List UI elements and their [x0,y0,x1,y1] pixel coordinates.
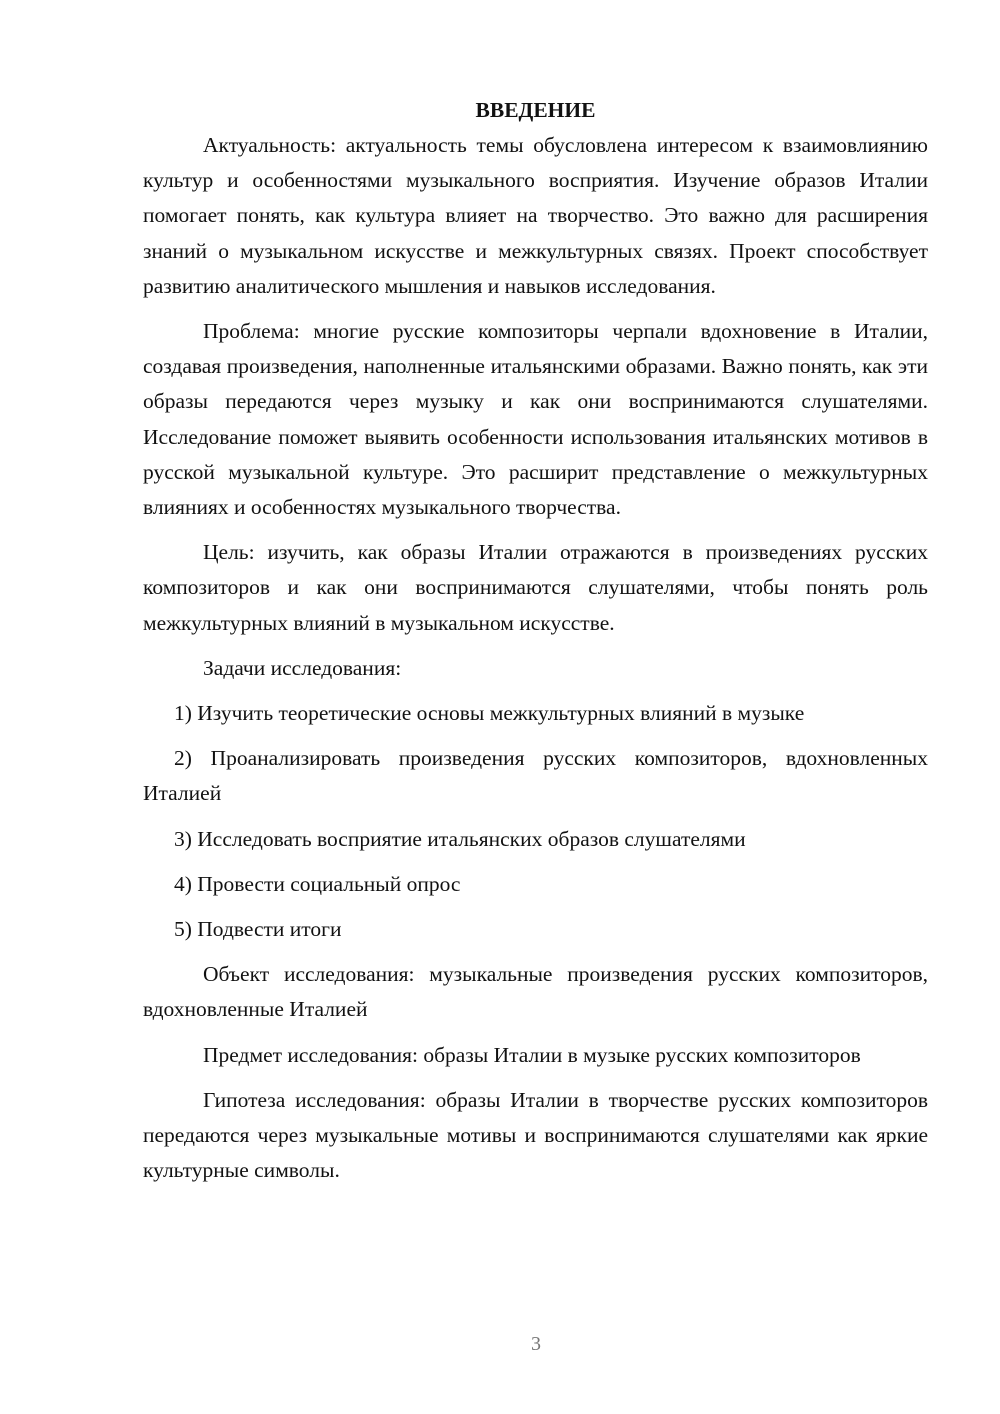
hypothesis-paragraph: Гипотеза исследования: образы Италии в творчестве русских композиторов передаются через музыкальные мотивы и воспринимаются слушателями как яркие культурные символы. [143,1087,928,1183]
page-title: ВВЕДЕНИЕ [475,98,596,122]
task-item-1: 1) Изучить теоретические основы межкультурных влияний в музыке [174,701,805,726]
task-item-4: 4) Провести социальный опрос [174,871,461,896]
problem-paragraph: Проблема: многие русские композиторы черпали вдохновение в Италии, создавая произведения, наполненные итальянскими образами. Важно понять, как эти образы передаются через музыку и как они воспринимаются слушателями. Исследование поможет выявить особенности использования итальянских мотивов в русской музыкальной культуре. Это расширит представление о межкультурных влияниях и особенностях музыкального творчества. [143,319,928,520]
document-body [143,92,928,1198]
relevance-paragraph: Актуальность: актуальность темы обусловлена интересом к взаимовлиянию культур и особенностями музыкального восприятия. Изучение образов Италии помогает понять, как культура влияет на творчество. Это важно для расширения знаний о музыкальном искусстве и межкультурных связях. Проект способствует развитию аналитического мышления и навыков исследования. [143,133,928,298]
task-item-3: 3) Исследовать восприятие итальянских образов слушателями [174,826,746,851]
object-paragraph: Объект исследования: музыкальные произведения русских композиторов, вдохновленные Италией [143,962,928,1022]
subject-paragraph: Предмет исследования: образы Италии в музыке русских композиторов [203,1042,861,1067]
task-item-5: 5) Подвести итоги [174,917,342,942]
task-item-2: 2) Проанализировать произведения русских композиторов, вдохновленных Италией [143,746,928,806]
goal-paragraph: Цель: изучить, как образы Италии отражаются в произведениях русских композиторов и как они воспринимаются слушателями, чтобы понять роль межкультурных влияний в музыкальном искусстве. [143,540,928,635]
page-number: 3 [531,1333,541,1355]
tasks-heading: Задачи исследования: [203,655,402,680]
